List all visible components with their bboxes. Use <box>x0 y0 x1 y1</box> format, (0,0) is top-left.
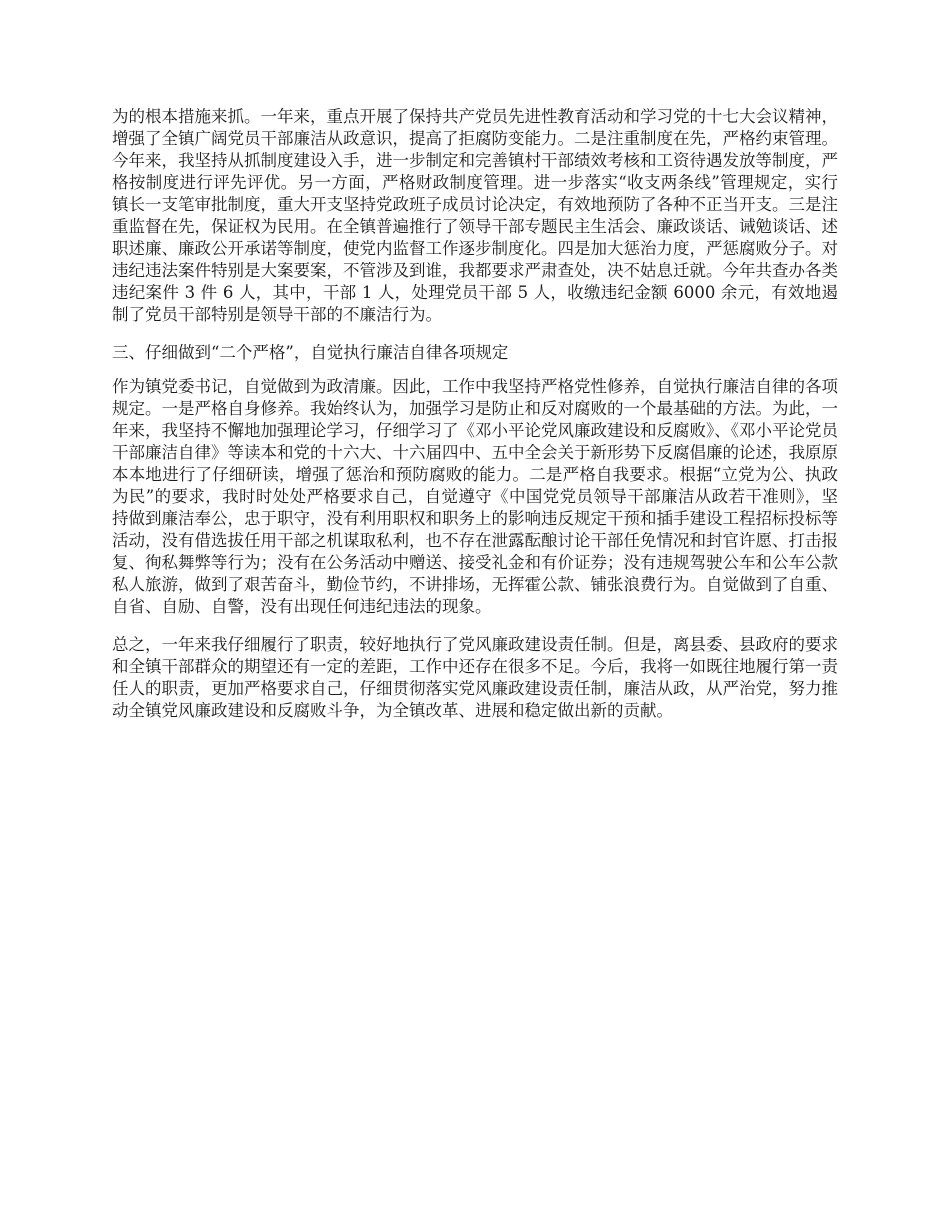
paragraph-self-discipline: 作为镇党委书记，自觉做到为政清廉。因此，工作中我坚持严格党性修养，自觉执行廉洁自律的各项规定。一是严格自身修养。我始终认为，加强学习是防止和反对腐败的一个最基础的方法。为此，一年来，我坚持不懈地加强理论学习，仔细学习了《邓小平论党风廉政建设和反腐败》、《邓小平论党员干部廉洁自律》等读本和党的十六大、十六届四中、五中全会关于新形势下反腐倡廉的论述，我原原本本地进行了仔细研读，增强了惩治和预防腐败的能力。二是严格自我要求。根据“立党为公、执政为民”的要求，我时时处处严格要求自己，自觉遵守《中国党党员领导干部廉洁从政若干准则》，坚持做到廉洁奉公，忠于职守，没有利用职权和职务上的影响违反规定干预和插手建设工程招标投标等活动，没有借选拔任用干部之机谋取私利，也不存在泄露酝酿讨论干部任免情况和封官许愿、打击报复、徇私舞弊等行为；没有在公务活动中赠送、接受礼金和有价证券；没有违规驾驶公车和公车公款私人旅游，做到了艰苦奋斗，勤俭节约，不讲排场，无挥霍公款、铺张浪费行为。自觉做到了自重、自省、自励、自警，没有出现任何违纪违法的现象。 <box>112 377 838 616</box>
section-heading-three: 三、仔细做到“二个严格”，自觉执行廉洁自律各项规定 <box>112 343 509 362</box>
paragraph-conclusion: 总之，一年来我仔细履行了职责，较好地执行了党风廉政建设责任制。但是，离县委、县政府的要求和全镇干部群众的期望还有一定的差距，工作中还存在很多不足。今后，我将一如既往地履行第一责任人的职责，更加严格要求自己，仔细贯彻落实党风廉政建设责任制，廉洁从政，从严治党，努力推动全镇党风廉政建设和反腐败斗争，为全镇改革、进展和稳定做出新的贡献。 <box>112 635 838 720</box>
paragraph-measures: 为的根本措施来抓。一年来，重点开展了保持共产党员先进性教育活动和学习党的十七大会议精神，增强了全镇广阔党员干部廉洁从政意识，提高了拒腐防变能力。二是注重制度在先，严格约束管理。今年来，我坚持从抓制度建设入手，进一步制定和完善镇村干部绩效考核和工资待遇发放等制度，严格按制度进行评先评优。另一方面，严格财政制度管理。进一步落实“收支两条线”管理规定，实行镇长一支笔审批制度，重大开支坚持党政班子成员讨论决定，有效地预防了各种不正当开支。三是注重监督在先，保证权为民用。在全镇普遍推行了领导干部专题民主生活会、廉政谈话、诫勉谈话、述职述廉、廉政公开承诺等制度，使党内监督工作逐步制度化。四是加大惩治力度，严惩腐败分子。对违纪违法案件特别是大案要案，不管涉及到谁，我都要求严肃查处，决不姑息迁就。今年共查办各类违纪案件 3 件 6 人，其中，干部 1 人，处理党员干部 5 人，收缴违纪金额 6000 余元，有效地遏制了党员干部特别是领导干部的不廉洁行为。 <box>112 107 838 324</box>
document-body <box>112 106 838 738</box>
